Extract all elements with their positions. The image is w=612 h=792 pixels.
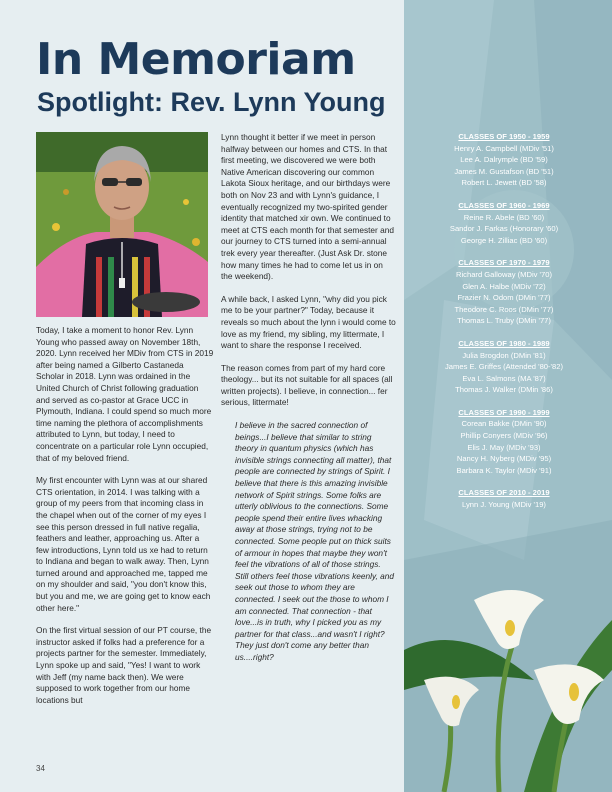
memorial-name: Corean Bakke (DMin '90) <box>461 419 547 429</box>
memorial-name: James M. Gustafson (BD '51) <box>454 166 554 176</box>
article-paragraph: The reason comes from part of my hard core theology... but its not suitable for all spaces (all written projects). I believe, in connection... fer serious, littermate! <box>221 362 393 408</box>
class-heading: CLASSES OF 1960 - 1969 <box>458 200 550 210</box>
memorial-name: Frazier N. Odom (DMin '77) <box>457 293 551 303</box>
memorial-name: Eva L. Salmons (MA '87) <box>462 373 546 383</box>
memorial-name: Thomas L. Truby (DMin '77) <box>457 316 551 326</box>
class-heading: CLASSES OF 1990 - 1999 <box>458 407 550 417</box>
memorial-name: Lynn J. Young (MDiv '19) <box>462 500 546 510</box>
memorial-name: Lee A. Dalrymple (BD '59) <box>460 155 548 165</box>
memorial-name: James E. Griffes (Attended '80-'82) <box>445 362 563 372</box>
class-group <box>404 131 604 189</box>
class-group <box>404 487 604 510</box>
page-title: In Memoriam <box>36 34 356 85</box>
calla-lily-illustration <box>404 560 612 792</box>
article-paragraph: Lynn thought it better if we meet in person halfway between our homes and CTS. In that first meeting, we discovered we were both Native American discovering our common Lakota Sioux heritage, and our birthdays were both on Nov 23 and with Lynn's guidance, I eventually recognized my two-spirited gender identity that matched xir own. We continued to meet at CTS each month for that semester and our journey to CTS turned into a semi-annual trek every year thereafter. (Just Ask Dr. stone how many times he had to come let us in on the weekend). <box>221 132 394 282</box>
class-group <box>404 407 604 477</box>
sidebar-panel <box>404 0 612 792</box>
class-heading: CLASSES OF 1970 - 1979 <box>458 258 550 268</box>
memorial-name: Reine R. Abele (BD '60) <box>463 212 545 222</box>
class-group <box>404 338 604 396</box>
class-heading: CLASSES OF 1980 - 1989 <box>458 338 550 348</box>
memorial-name: Richard Galloway (MDiv '70) <box>456 269 552 279</box>
memorial-name: George H. Zilliac (BD '60) <box>460 235 548 245</box>
memorial-name: Barbara K. Taylor (MDiv '91) <box>456 465 552 475</box>
memorial-name: Nancy H. Nyberg (MDiv '95) <box>456 454 552 464</box>
article-paragraph: A while back, I asked Lynn, "why did you pick me to be your partner?" Today, because it reveals so much about the lynn i would come to love as my friend, my sibling, my littermate, I want to share the response I received. <box>221 293 396 351</box>
class-group <box>404 200 604 246</box>
memorial-name: Thomas J. Walker (DMin '86) <box>455 385 553 395</box>
portrait-photo <box>36 132 208 317</box>
class-group <box>404 257 604 327</box>
article-paragraph: On the first virtual session of our PT course, the instructor asked if folks had a preference for a projects partner for the semester. Immediately, Lynn spoke up and said, "Yes! I want to work with Jeff (my name back then). We were supposed to work together from our home locations but <box>36 625 212 705</box>
memoriam-class-list <box>404 131 604 522</box>
blockquote: I believe in the sacred connection of beings...I believe that similar to string theory in quantum physics (which has invisible strings connecting all matter), that people are connected by strings of Spirit. I believe that there is this amazing invisible network of Spirit strings. Some folks are utterly oblivious to the connections. Some people spend their entire lives whacking away at those strings, trying not to be connected. Some people put on thick suits of armour in hopes that maybe they won't feel the vibrations of all of those strings. Still others feel those vibrations keenly, and seek out those to whom they are connected. I seek out the those to whom I am connected. That connection - that love...is in truth, why I picked you as my partner for that class...and wasn't I right? They just don't come any better than us....right? <box>235 420 394 662</box>
memorial-name: Glen A. Halbe (MDiv '72) <box>462 281 546 291</box>
memorial-name: Elis J. May (MDiv '93) <box>467 442 541 452</box>
article-paragraph: Today, I take a moment to honor Rev. Lynn Young who passed away on November 18th, 2020. Lynn received her MDiv from CTS in 2019 after being named a Gilberto Castaneda Scholar in 2018. Lynn was ordained in the United Church of Christ following graduation and served as co-pastor at Grace UCC in Plymouth, Indiana. I could spend so much more time naming the plethora of accomplishments attributed to Lynn, but today, I need to concentrate on a particular role Lynn occupied, that of my beloved friend. <box>36 325 214 463</box>
memorial-name: Theodore C. Roos (DMin '77) <box>454 304 554 314</box>
memorial-name: Sandor J. Farkas (Honorary '60) <box>449 224 559 234</box>
class-heading: CLASSES OF 1950 - 1959 <box>458 132 550 141</box>
article-paragraph: My first encounter with Lynn was at our shared CTS orientation, in 2014. I was talking with a group of my peers from that incoming class in the chapel when out of the corner of my eyes I see this person dressed in full native regalia, feathers and leather, approaching us. After a few introductions, Lynn told us xe had to return to Indiana and began to walk away. Then, Lynn turned around and approached me, tapped me on my shoulder and said, "you don't know this, but you and me, we are going get to know each other here." <box>36 475 211 613</box>
memorial-name: Phillip Conyers (MDiv '96) <box>460 431 548 441</box>
article-column-1 <box>36 325 214 717</box>
memorial-name: Robert L. Jewett (BD '58) <box>461 178 547 188</box>
article-column-2 <box>221 132 396 675</box>
memorial-name: Julia Brogdon (DMin '81) <box>462 350 546 360</box>
page-number: 34 <box>36 764 45 773</box>
class-heading: CLASSES OF 2010 - 2019 <box>458 488 550 498</box>
memorial-name: Henry A. Campbell (MDiv '51) <box>454 143 554 153</box>
page-subtitle: Spotlight: Rev. Lynn Young <box>37 87 386 117</box>
